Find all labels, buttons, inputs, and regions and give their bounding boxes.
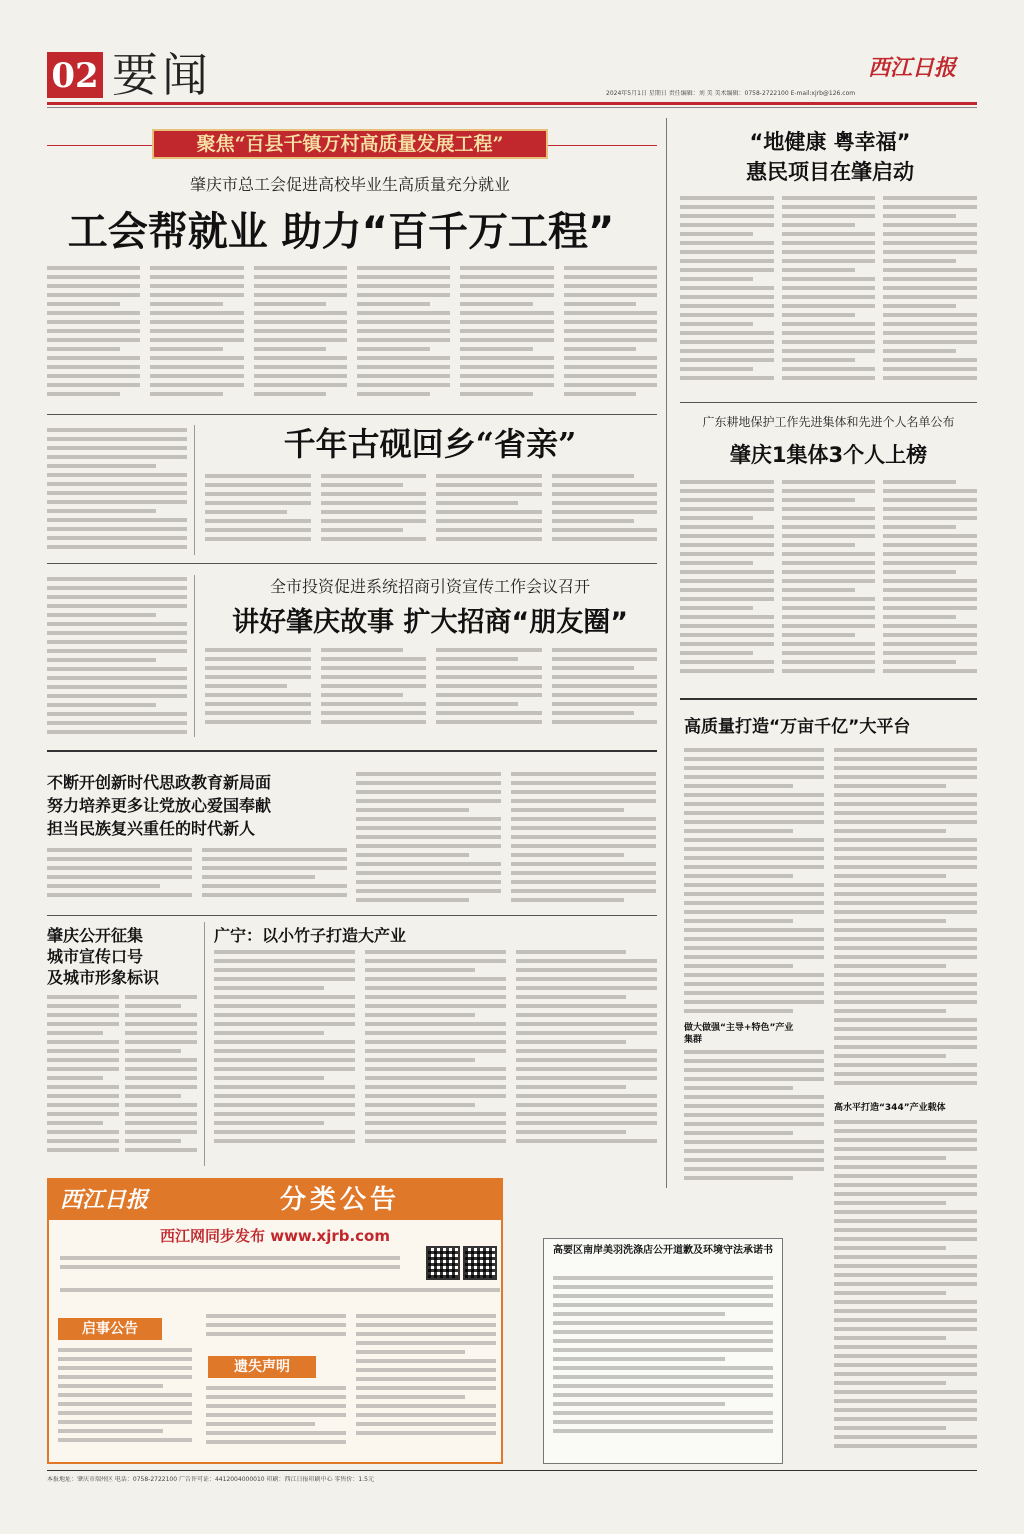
slogan-headline-3: 及城市形象标识	[47, 968, 160, 987]
platform-subhead-2: 高水平打造“344”产业载体	[834, 1103, 946, 1113]
classified-sync-line: 西江网同步发布 www.xjrb.com	[159, 1227, 390, 1245]
lead-kicker: 肇庆市总工会促进高校毕业生高质量充分就业	[189, 175, 510, 194]
health-headline-1: “地健康 粤幸福”	[749, 130, 911, 154]
education-headline-3: 担当民族复兴重任的时代新人	[47, 819, 256, 838]
apology-notice-body	[553, 1276, 773, 1442]
invest-kicker: 全市投资促进系统招商引资宣传工作会议召开	[269, 577, 590, 596]
health-headline-2: 惠民项目在肇启动	[746, 160, 914, 184]
lead-body	[47, 266, 657, 408]
farmland-headline: 肇庆1集体3个人上榜	[729, 443, 928, 467]
yan-body	[205, 474, 657, 554]
health-body	[680, 196, 977, 392]
platform-body-b	[684, 1050, 824, 1186]
slogan-headline-2: 城市宣传口号	[47, 947, 144, 966]
education-headline-2: 努力培养更多让党放心爱国奉献	[47, 796, 272, 815]
classified-title: 分类公告	[279, 1185, 400, 1215]
education-body	[356, 772, 656, 908]
platform-body-d	[834, 1120, 977, 1460]
platform-subhead-1: 做大做强“主导+特色”产业集群	[684, 1023, 794, 1045]
farmland-body	[680, 480, 977, 680]
slogan-body	[47, 995, 197, 1165]
education-headline-1: 不断开创新时代思政教育新局面	[47, 773, 272, 792]
lead-headline: 工会帮就业 助力“百千万工程”	[67, 209, 615, 255]
classified-brand: 西江日报	[60, 1187, 149, 1213]
notice-body-2	[206, 1314, 346, 1344]
education-lead-body	[47, 848, 347, 908]
masthead-rule	[47, 102, 977, 105]
section-title: 要闻	[112, 48, 212, 102]
invest-headline: 讲好肇庆故事 扩大招商“朋友圈”	[232, 607, 628, 638]
invest-left-body	[47, 577, 187, 737]
farmland-kicker: 广东耕地保护工作先进集体和先进个人名单公布	[702, 415, 955, 429]
guangning-body	[214, 950, 657, 1166]
footer-line: 本报地址：肇庆市端州区 电话：0758-2722100 广告许可证：4412004000010 印刷：西江日报印刷中心 零售价：1.5元	[47, 1476, 374, 1483]
column-divider	[666, 118, 667, 1188]
qr-code-icon-2	[463, 1246, 497, 1280]
classified-notes	[60, 1288, 500, 1300]
slogan-headline-1: 肇庆公开征集	[47, 926, 144, 945]
lost-label: 遗失声明	[208, 1356, 316, 1378]
yan-left-body	[47, 428, 187, 554]
newspaper-logo: 西江日报	[868, 55, 957, 81]
apology-notice-title: 高要区南岸美羽洗涤店公开道歉及环境守法承诺书	[553, 1245, 773, 1256]
qr-code-icon	[426, 1246, 460, 1280]
feature-banner-text: 聚焦“百县千镇万村高质量发展工程”	[196, 133, 504, 155]
classified-contact	[60, 1256, 400, 1276]
platform-body-a	[684, 748, 824, 1018]
date-line: 2024年5月1日 星期日 责任编辑：刘 美 美术编辑：0758-2722100 E-mail:xjrb@126.com	[606, 90, 856, 97]
lost-body-2	[356, 1314, 496, 1456]
invest-body	[205, 648, 657, 738]
platform-headline: 高质量打造“万亩千亿”大平台	[684, 717, 911, 737]
notice-body	[58, 1348, 192, 1454]
lost-body	[206, 1386, 346, 1456]
platform-body-c	[834, 748, 977, 1096]
yan-headline: 千年古砚回乡“省亲”	[283, 425, 577, 463]
guangning-headline: 广宁：以小竹子打造大产业	[214, 926, 407, 945]
page-number: 02	[51, 56, 99, 96]
notice-label: 启事公告	[58, 1318, 162, 1340]
